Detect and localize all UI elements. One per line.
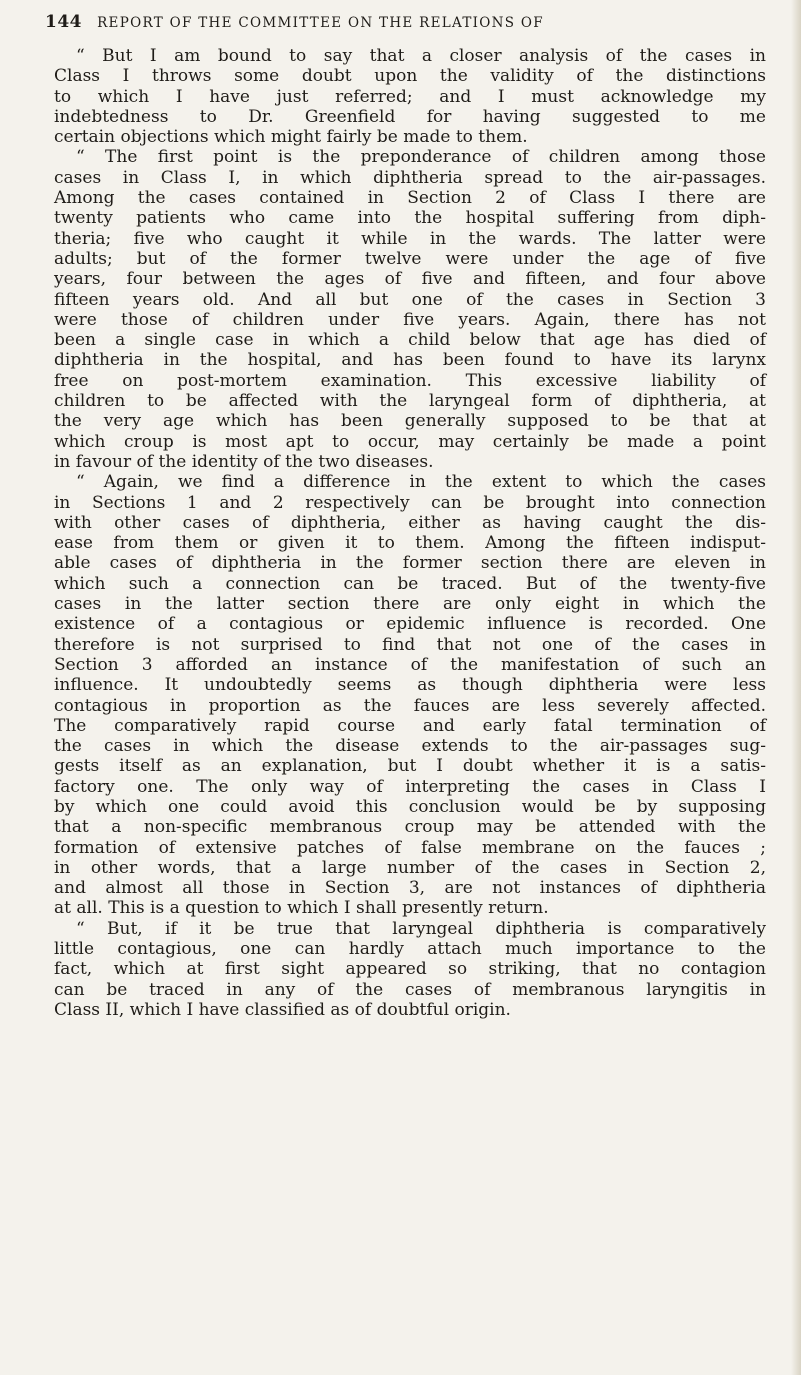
- page-edge-shadow: [791, 0, 801, 1375]
- text-line: existence of a contagious or epidemic influence is recorded. One: [54, 614, 766, 635]
- text-line: with other cases of diphtheria, either as having caught the dis-: [54, 512, 766, 533]
- paragraph: [54, 472, 766, 919]
- body-text: [54, 46, 766, 1020]
- text-line: can be traced in any of the cases of membranous laryngitis in: [54, 979, 766, 1000]
- text-line: and almost all those in Section 3, are not instances of diphtheria: [54, 878, 766, 899]
- text-line: Section 3 afforded an instance of the manifestation of such an: [54, 654, 766, 675]
- text-line: the very age which has been generally supposed to be that at: [54, 411, 766, 432]
- text-line: gests itself as an explanation, but I doubt whether it is a satis-: [54, 756, 766, 777]
- text-line: in favour of the identity of the two diseases.: [54, 451, 434, 472]
- text-line: by which one could avoid this conclusion would be by supposing: [54, 796, 766, 817]
- text-line: factory one. The only way of interpreting the cases in Class I: [54, 776, 766, 797]
- text-line: fifteen years old. And all but one of the cases in Section 3: [54, 289, 766, 310]
- page-header: [45, 12, 765, 36]
- text-line: to which I have just referred; and I must acknowledge my: [54, 86, 766, 107]
- paragraph: [54, 919, 766, 1020]
- text-line: at all. This is a question to which I shall presently return.: [54, 898, 549, 919]
- text-line: “ But I am bound to say that a closer analysis of the cases in: [76, 46, 766, 66]
- text-line: free on post-mortem examination. This excessive liability of: [54, 370, 766, 391]
- text-line: able cases of diphtheria in the former section there are eleven in: [54, 553, 766, 574]
- text-line: twenty patients who came into the hospital suffering from diph-: [54, 208, 766, 229]
- text-line: certain objections which might fairly be made to them.: [54, 127, 528, 148]
- text-line: “ But, if it be true that laryngeal diphtheria is comparatively: [76, 918, 766, 939]
- text-line: cases in Class I, in which diphtheria spread to the air-passages.: [54, 167, 766, 188]
- text-line: that a non-specific membranous croup may be attended with the: [54, 817, 766, 838]
- text-line: were those of children under five years. Again, there has not: [54, 309, 766, 330]
- text-line: The comparatively rapid course and early fatal termination of: [54, 715, 766, 736]
- paragraph: [54, 46, 766, 147]
- text-line: in Sections 1 and 2 respectively can be brought into connection: [54, 492, 766, 513]
- text-line: Class II, which I have classified as of doubtful origin.: [54, 999, 511, 1020]
- running-head: REPORT OF THE COMMITTEE ON THE RELATIONS OF: [97, 15, 544, 31]
- text-line: cases in the latter section there are only eight in which the: [54, 594, 766, 615]
- text-line: indebtedness to Dr. Greenfield for having suggested to me: [54, 106, 766, 127]
- text-line: adults; but of the former twelve were under the age of five: [54, 248, 766, 269]
- page-number: 144: [45, 12, 82, 32]
- paragraph: [54, 147, 766, 472]
- text-line: “ The first point is the preponderance of children among those: [76, 147, 766, 168]
- text-line: ease from them or given it to them. Among the fifteen indisput-: [54, 533, 766, 554]
- text-line: Among the cases contained in Section 2 of Class I there are: [54, 188, 766, 209]
- text-line: the cases in which the disease extends to the air-passages sug-: [54, 736, 766, 757]
- text-line: Class I throws some doubt upon the validity of the distinctions: [54, 66, 766, 87]
- text-line: children to be affected with the laryngeal form of diphtheria, at: [54, 391, 766, 412]
- text-line: been a single case in which a child below that age has died of: [54, 330, 766, 351]
- text-line: diphtheria in the hospital, and has been found to have its larynx: [54, 350, 766, 371]
- text-line: influence. It undoubtedly seems as though diphtheria were less: [54, 675, 766, 696]
- text-line: little contagious, one can hardly attach much importance to the: [54, 939, 766, 960]
- text-line: which croup is most apt to occur, may certainly be made a point: [54, 431, 766, 452]
- text-line: formation of extensive patches of false membrane on the fauces ;: [54, 837, 766, 858]
- text-line: therefore is not surprised to find that not one of the cases in: [54, 634, 766, 655]
- text-line: fact, which at first sight appeared so striking, that no contagion: [54, 959, 766, 980]
- text-line: theria; five who caught it while in the wards. The latter were: [54, 228, 766, 249]
- text-line: years, four between the ages of five and fifteen, and four above: [54, 269, 766, 290]
- text-line: “ Again, we find a difference in the extent to which the cases: [76, 472, 766, 493]
- text-line: contagious in proportion as the fauces are less severely affected.: [54, 695, 766, 716]
- text-line: in other words, that a large number of the cases in Section 2,: [54, 857, 766, 878]
- text-line: which such a connection can be traced. But of the twenty-five: [54, 573, 766, 594]
